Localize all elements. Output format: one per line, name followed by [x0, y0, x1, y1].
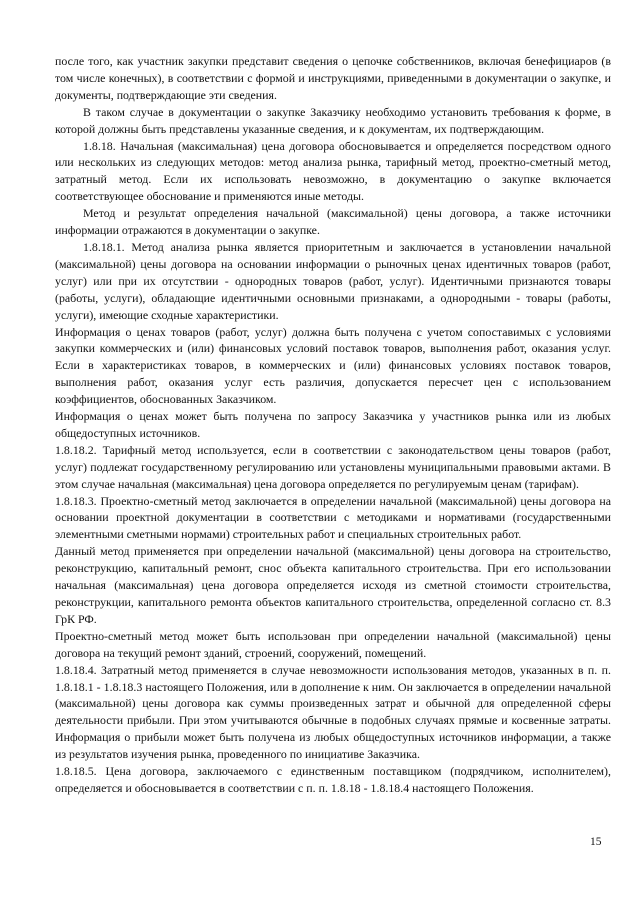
paragraph-5: 1.8.18.1. Метод анализа рынка является приоритетным и заключается в установлении начальной (максимальной) цены договора на основании информации о рыночных ценах идентичных товаров (работ, услуг) или при их отсутствии - однородных товаров (работ, услуг). Идентичными признаются товары (работы, услуги), обладающие идентичными основными признаками, а однородными - товары (работы, услуги), имеющие сходные характеристики. — [55, 239, 611, 322]
paragraph-10: Данный метод применяется при определении начальной (максимальной) цены договора на строительство, реконструкцию, капитальный ремонт, снос объекта капитального строительства. При его использовании начальная (максимальная) цена договора определяется исходя из сметной стоимости строительства, реконструкции, капитального ремонта объектов капитального строительства, определенной согласно ст. 8.3 ГрК РФ. — [55, 544, 611, 626]
paragraph-8: 1.8.18.2. Тарифный метод используется, если в соответствии с законодательством цены товаров (работ, услуг) подлежат государственному регулированию или установлены муниципальными правовыми актами. В этом случае начальная (максимальная) цена договора определяется по регулируемым ценам (тарифам). — [55, 442, 611, 491]
paragraph-13: 1.8.18.5. Цена договора, заключаемого с единственным поставщиком (подрядчиком, исполнителем), определяется и обосновывается в соответствии с п. п. 1.8.18 - 1.8.18.4 настоящего Положения. — [55, 764, 611, 795]
document-body — [55, 53, 611, 797]
paragraph-9: 1.8.18.3. Проектно-сметный метод заключается в определении начальной (максимальной) цены договора на основании проектной документации в соответствии с методиками и нормативами (государственными элементными сметными нормами) строительных работ и специальных строительных работ. — [55, 493, 611, 542]
page-number: 15 — [590, 836, 602, 848]
paragraph-4: Метод и результат определения начальной (максимальной) цены договора, а также источники информации отражаются в документации о закупке. — [55, 206, 611, 238]
paragraph-7: Информация о ценах может быть получена по запросу Заказчика у участников рынка или из любых общедоступных источников. — [55, 409, 611, 440]
paragraph-6: Информация о ценах товаров (работ, услуг) должна быть получена с учетом сопоставимых с условиями закупки коммерческих и (или) финансовых условий поставок товаров, выполнения работ, оказания услуг. Если в характеристиках товаров, в коммерческих и (или) финансовых условиях поставок товаров, выполнения работ, оказания услуг есть различия, допускается пересчет цен с использованием коэффициентов, обоснованных Заказчиком. — [55, 324, 611, 407]
paragraph-3: 1.8.18. Начальная (максимальная) цена договора обосновывается и определяется посредством одного или нескольких из следующих методов: метод анализа рынка, тарифный метод, проектно-сметный метод, затратный метод. Если их использовать невозможно, в документацию о закупке включается соответствующее обоснование и применяются иные методы. — [55, 138, 611, 204]
paragraph-12: 1.8.18.4. Затратный метод применяется в случае невозможности использования методов, указанных в п. п. 1.8.18.1 - 1.8.18.3 настоящего Положения, или в дополнение к ним. Он заключается в определении начальной (максимальной) цены договора как суммы произведенных затрат и обычной для определенной сферы деятельности прибыли. При этом учитываются обычные в подобных случаях прямые и косвенные затраты. Информация о прибыли может быть получена из любых общедоступных источников информации, а также из результатов изучения рынка, проведенного по инициативе Заказчика. — [55, 662, 611, 762]
paragraph-2: В таком случае в документации о закупке Заказчику необходимо установить требования к форме, в которой должны быть представлены указанные сведения, и к документам, их подтверждающим. — [55, 104, 611, 136]
paragraph-1: после того, как участник закупки представит сведения о цепочке собственников, включая бенефициаров (в том числе конечных), в соответствии с формой и инструкциями, приведенными в документации о закупке, и документы, подтверждающие эти сведения. — [55, 54, 611, 102]
paragraph-11: Проектно-сметный метод может быть использован при определении начальной (максимальной) цены договора на текущий ремонт зданий, строений, сооружений, помещений. — [55, 628, 611, 660]
